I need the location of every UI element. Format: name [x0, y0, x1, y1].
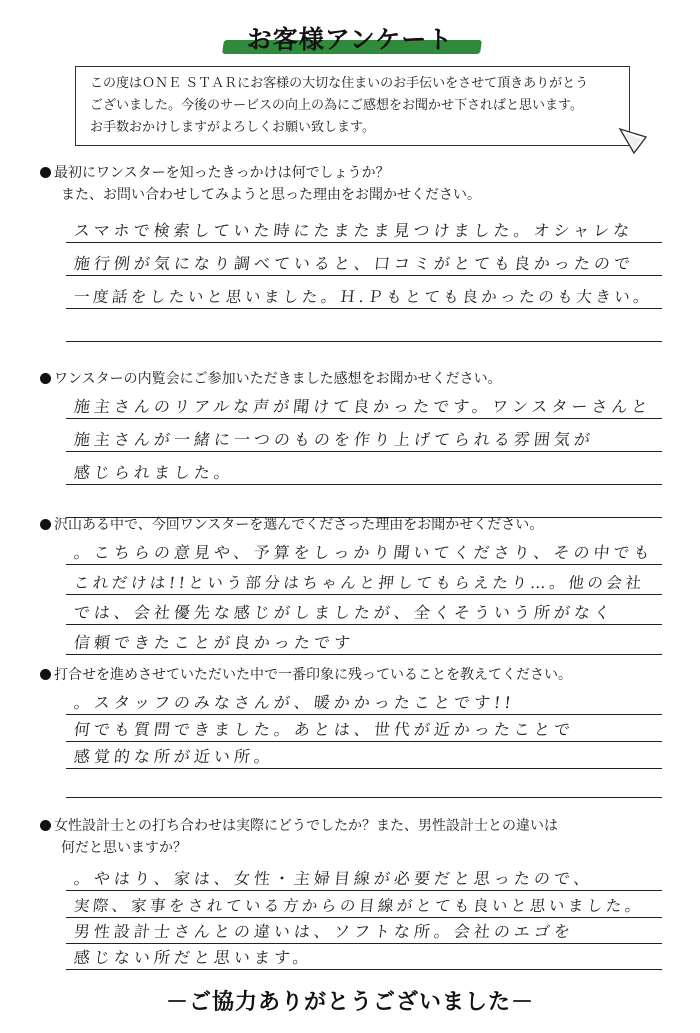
handwritten-answer: 。こちらの意見や、予算をしっかり聞いてくださり、その中でも	[72, 543, 655, 562]
bullet-icon	[40, 373, 51, 384]
closing-message: －ご協力ありがとうございました－	[165, 990, 534, 1015]
bullet-icon	[40, 820, 51, 831]
question-text: 女性設計士との打ち合わせは実際にどうでしたか？また、男性設計士との違いは	[54, 818, 558, 834]
question-text: 打合せを進めさせていただいた中で一番印象に残っていることを教えてください。	[54, 667, 572, 683]
question-5	[40, 815, 558, 859]
question-text: ワンスターの内覧会にご参加いただきました感想をお聞かせください。	[54, 371, 502, 387]
answer-line	[66, 570, 662, 595]
question-3	[40, 514, 543, 536]
handwritten-answer: では、会社優先な感じがしましたが、全くそういう所がなく	[72, 603, 615, 622]
answer-line	[66, 600, 662, 625]
handwritten-answer: 実際、家事をされている方からの目線がとても良いと思いました。	[72, 897, 645, 915]
handwritten-answer: 一度話をしたいと思いました。Ｈ.Ｐもとても良かったのも大きい。	[72, 288, 654, 306]
answer-line	[66, 744, 662, 769]
question-text: 沢山ある中で、今回ワンスターを選んでくださった理由をお聞かせください。	[54, 517, 544, 533]
answer-line	[66, 427, 662, 452]
answer-line	[66, 866, 662, 891]
handwritten-answer: 信頼できたことが良かったです	[72, 633, 355, 652]
question-text: また、お問い合わせしてみようと思った理由をお聞かせください。	[61, 187, 481, 203]
handwritten-answer: 感じられました。	[72, 463, 235, 482]
question-4	[40, 664, 572, 686]
handwritten-answer: 施主さんが一緒に一つのものを作り上げてられる雰囲気が	[72, 430, 595, 449]
handwritten-answer: 。やはり、家は、女性・主婦目線が必要だと思ったので、	[72, 869, 595, 888]
answer-line	[66, 773, 662, 798]
handwritten-answer: 感じない所だと思います。	[72, 948, 314, 967]
answer-line	[66, 630, 662, 655]
answer-line	[66, 690, 662, 715]
question-text: 最初にワンスターを知ったきっかけは何でしょうか？	[54, 165, 390, 181]
intro-box	[75, 66, 630, 146]
answer-line	[66, 717, 662, 742]
answer-line	[66, 540, 662, 565]
handwritten-answer: 。スタッフのみなさんが、暖かかったことです!!	[72, 693, 516, 712]
title-area	[0, 18, 700, 58]
intro-line: この度はＯＮＥ ＳＴＡＲにお客様の大切な住まいのお手伝いをさせて頂きありがとう	[90, 76, 589, 91]
intro-line: お手数おかけしますがよろしくお願い致します。	[90, 120, 375, 135]
question-1	[40, 162, 481, 206]
page-curl-icon	[618, 127, 648, 155]
bullet-icon	[40, 167, 51, 178]
answer-line	[66, 251, 662, 276]
handwritten-answer: スマホで検索していた時にたまたま見つけました。オシャレな	[72, 221, 635, 240]
question-2	[40, 368, 502, 390]
answer-line	[66, 317, 662, 342]
bullet-icon	[40, 669, 51, 680]
answer-line	[66, 945, 662, 970]
answer-line	[66, 919, 662, 944]
page-title: お客様アンケート	[246, 25, 454, 54]
answer-line	[66, 394, 662, 419]
handwritten-answer: これだけは!!という部分はちゃんと押してもらえたり…。他の会社	[72, 574, 646, 592]
question-text: 何だと思いますか？	[61, 840, 187, 856]
handwritten-answer: 感覚的な所が近い所。	[72, 747, 275, 766]
answer-line	[66, 218, 662, 243]
handwritten-answer: 施行例が気になり調べていると、口コミがとても良かったので	[72, 254, 635, 273]
answer-line	[66, 893, 662, 918]
handwritten-answer: 何でも質問できました。あとは、世代が近かったことで	[72, 720, 575, 739]
answer-line	[66, 460, 662, 485]
answer-line	[66, 284, 662, 309]
handwritten-answer: 施主さんのリアルな声が聞けて良かったです。ワンスターさんと	[72, 397, 653, 416]
handwritten-answer: 男性設計士さんとの違いは、ソフトな所。会社のエゴを	[72, 922, 575, 941]
bullet-icon	[40, 519, 51, 530]
intro-line: ございました。今後のサービスの向上の為にご感想をお聞かせ下さればと思います。	[90, 98, 583, 113]
